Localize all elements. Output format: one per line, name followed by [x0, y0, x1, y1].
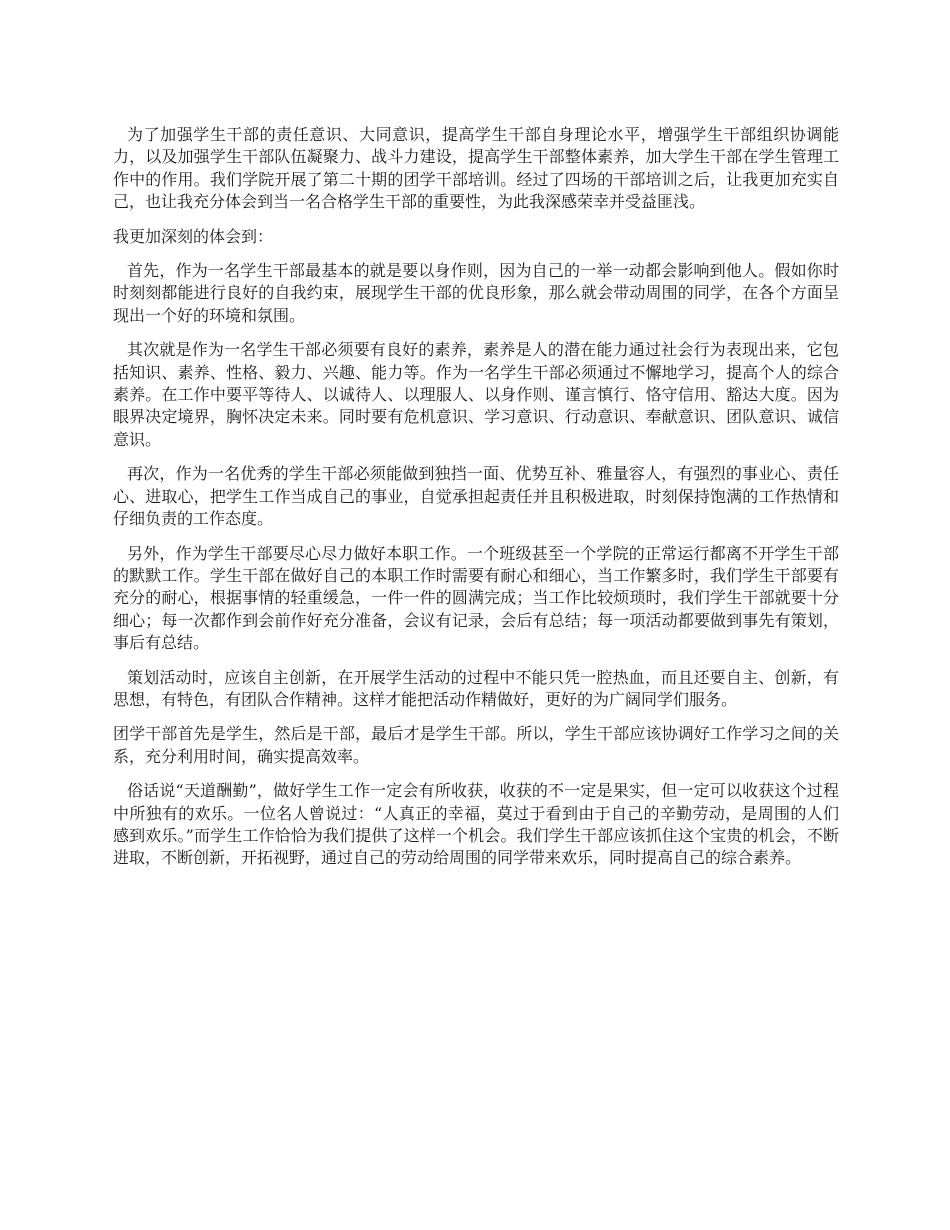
- paragraph-intro: 为了加强学生干部的责任意识、大同意识，提高学生干部自身理论水平，增强学生干部组织协调能力，以及加强学生干部队伍凝聚力、战斗力建设，提高学生干部整体素养，加大学生干部在学生管理工作中的作用。我们学院开展了第二十期的团学干部培训。经过了四场的干部培训之后，让我更加充实自己，也让我充分体会到当一名合格学生干部的重要性，为此我深感荣幸并受益匪浅。: [113, 125, 839, 212]
- document-page: [113, 124, 839, 882]
- paragraph-second-point: 其次就是作为一名学生干部必须要有良好的素养，素养是人的潜在能力通过社会行为表现出来，它包括知识、素养、性格、毅力、兴趣、能力等。作为一名学生干部必须通过不懈地学习，提高个人的综合素养。在工作中要平等待人、以诚待人、以理服人、以身作则、谨言慎行、恪守信用、豁达大度。因为眼界决定境界，胸怀决定未来。同时要有危机意识、学习意识、行动意识、奉献意识、团队意识、诚信意识。: [113, 340, 839, 449]
- paragraph-conclusion: 俗话说“天道酬勤”，做好学生工作一定会有所收获，收获的不一定是果实，但一定可以收获这个过程中所独有的欢乐。一位名人曾说过：“人真正的幸福，莫过于看到由于自己的辛勤劳动，是周围的人们感到欢乐。”而学生工作恰恰为我们提供了这样一个机会。我们学生干部应该抓住这个宝贵的机会，不断进取，不断创新，开拓视野，通过自己的劳动给周围的同学带来欢乐，同时提高自己的综合素养。: [113, 781, 839, 868]
- paragraph-first-point: 首先，作为一名学生干部最基本的就是要以身作则，因为自己的一举一动都会影响到他人。假如你时时刻刻都能进行良好的自我约束，展现学生干部的优良形象，那么就会带动周围的同学，在各个方面呈现出一个好的环境和氛围。: [113, 261, 839, 325]
- paragraph-third-point: 再次，作为一名优秀的学生干部必须能做到独挡一面、优势互补、雅量容人，有强烈的事业心、责任心、进取心，把学生工作当成自己的事业，自觉承担起责任并且积极进取，时刻保持饱满的工作热情和仔细负责的工作态度。: [113, 464, 839, 529]
- paragraph-lead-in: 我更加深刻的体会到：: [113, 226, 274, 246]
- paragraph-fourth-point: 另外，作为学生干部要尽心尽力做好本职工作。一个班级甚至一个学院的正常运行都离不开学生干部的默默工作。学生干部在做好自己的本职工作时需要有耐心和细心，当工作繁多时，我们学生干部要有充分的耐心，根据事情的轻重缓急，一件一件的圆满完成；当工作比较烦琐时，我们学生干部就要十分细心；每一次都作到会前作好充分准备，会议有记录，会后有总结；每一项活动都要做到事先有策划，事后有总结。: [113, 543, 839, 653]
- paragraph-balance: 团学干部首先是学生，然后是干部，最后才是学生干部。所以，学生干部应该协调好工作学习之间的关系，充分利用时间，确实提高效率。: [113, 724, 839, 766]
- paragraph-planning: 策划活动时，应该自主创新，在开展学生活动的过程中不能只凭一腔热血，而且还要自主、创新，有思想，有特色，有团队合作精神。这样才能把活动作精做好，更好的为广阔同学们服务。: [113, 667, 839, 709]
